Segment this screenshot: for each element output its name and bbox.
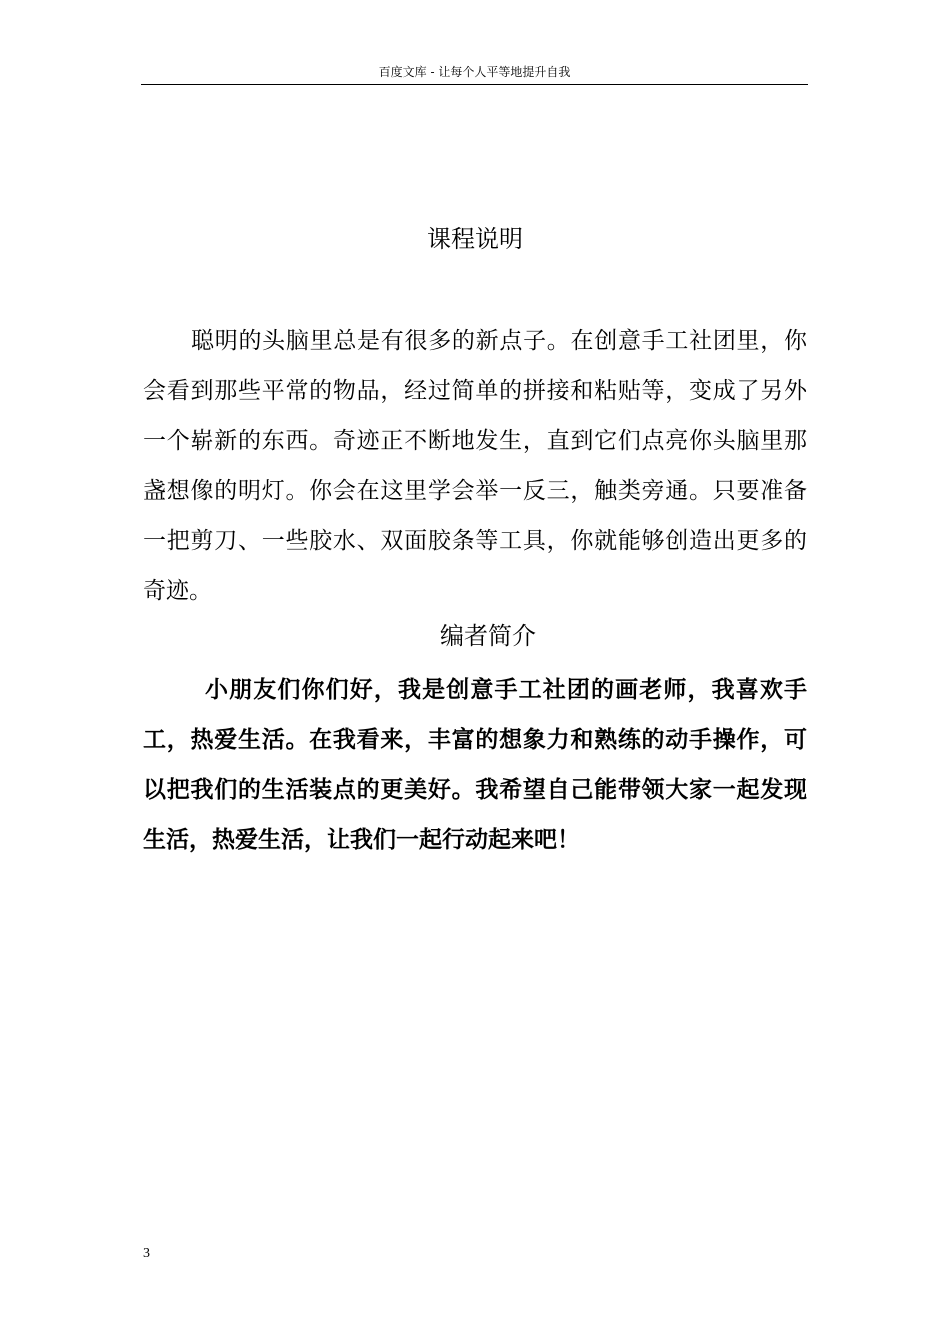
page-header: 百度文库 - 让每个人平等地提升自我 bbox=[141, 62, 808, 85]
author-intro-paragraph: 小朋友们你们好，我是创意手工社团的画老师，我喜欢手工，热爱生活。在我看来，丰富的想象力和熟练的动手操作，可以把我们的生活装点的更美好。我希望自己能带领大家一起发现生活，热爱生活，让我们一起行动起来吧！ bbox=[143, 677, 807, 853]
course-intro-title: 课程说明 bbox=[427, 225, 523, 253]
page-number: 3 bbox=[143, 1246, 150, 1261]
author-intro-title: 编者简介 bbox=[440, 622, 536, 650]
course-intro-paragraph: 聪明的头脑里总是有很多的新点子。在创意手工社团里，你会看到那些平常的物品，经过简单的拼接和粘贴等，变成了另外一个崭新的东西。奇迹正不断地发生，直到它们点亮你头脑里那盏想像的明灯。你会在这里学会举一反三，触类旁通。只要准备一把剪刀、一些胶水、双面胶条等工具，你就能够创造出更多的奇迹。 bbox=[143, 328, 807, 604]
